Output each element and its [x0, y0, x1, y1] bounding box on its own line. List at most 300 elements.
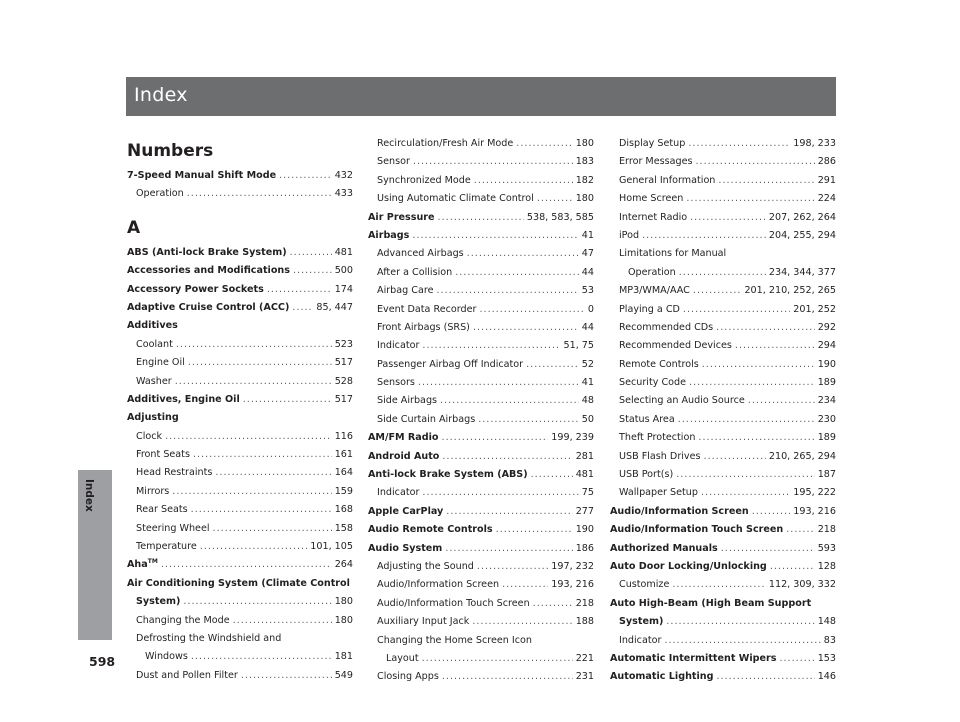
page-references[interactable]: 44	[581, 266, 594, 278]
section-heading: Numbers	[127, 141, 214, 161]
entry-label: Operation	[136, 188, 184, 200]
entry-label: USB Port(s)	[619, 469, 674, 481]
index-entry[interactable]	[368, 595, 594, 613]
page-references[interactable]: 292	[817, 321, 836, 333]
page-references[interactable]: 50	[581, 413, 594, 425]
entry-label: 7-Speed Manual Shift Mode	[127, 170, 277, 181]
dot-leader	[165, 428, 332, 446]
page-references[interactable]: 481	[334, 246, 353, 258]
dot-leader	[422, 484, 578, 502]
dot-leader	[442, 429, 549, 447]
entry-label: Android Auto	[368, 450, 440, 462]
entry-label: Defrosting the Windshield and	[136, 632, 282, 644]
page-references[interactable]: 234, 344, 377	[768, 266, 836, 278]
page-references[interactable]: 128	[817, 560, 836, 572]
entry-label: Event Data Recorder	[377, 303, 477, 315]
dot-leader	[279, 167, 332, 185]
dot-leader	[672, 576, 766, 594]
entry-label: Side Airbags	[377, 395, 438, 407]
index-entry[interactable]	[368, 392, 594, 410]
entry-label: Status Area	[619, 413, 675, 425]
index-entry[interactable]	[368, 264, 594, 282]
index-entry[interactable]	[127, 244, 353, 262]
entry-label: USB Flash Drives	[619, 450, 701, 462]
entry-label: Audio/Information Screen	[610, 505, 749, 517]
page-references[interactable]: 210, 265, 294	[768, 450, 836, 462]
entry-label: Using Automatic Climate Control	[377, 193, 534, 205]
page-references[interactable]: 51, 75	[563, 340, 594, 352]
index-entry[interactable]	[368, 374, 594, 392]
entry-label: Indicator	[377, 487, 420, 499]
page-references[interactable]: 146	[817, 671, 836, 683]
index-entry	[610, 595, 836, 613]
dot-leader	[664, 632, 820, 650]
page-references[interactable]: 187	[817, 469, 836, 481]
entry-label: Advanced Airbags	[377, 248, 464, 260]
entry-label: Synchronized Mode	[377, 174, 471, 186]
entry-label: Audio Remote Controls	[368, 524, 493, 536]
dot-leader	[467, 245, 579, 263]
entry-label: Side Curtain Airbags	[377, 413, 476, 425]
page-references[interactable]: 528	[334, 375, 353, 387]
index-entry[interactable]	[368, 190, 594, 208]
index-entry[interactable]	[610, 632, 836, 650]
page-references[interactable]: 204, 255, 294	[768, 229, 836, 241]
index-entry[interactable]	[610, 392, 836, 410]
page-references[interactable]: 44	[581, 321, 594, 333]
page-references[interactable]: 190	[575, 524, 594, 536]
index-entry[interactable]	[127, 336, 353, 354]
page-references[interactable]: 549	[334, 669, 353, 681]
page-references[interactable]: 159	[334, 485, 353, 497]
index-entry[interactable]	[610, 153, 836, 171]
entry-label: Aha™	[127, 558, 158, 571]
dot-leader	[537, 190, 573, 208]
dot-leader	[193, 446, 332, 464]
index-entry[interactable]	[368, 337, 594, 355]
side-tab-label: Index	[83, 479, 95, 512]
dot-leader	[446, 503, 572, 521]
page-references[interactable]: 83	[823, 634, 836, 646]
index-entry	[127, 317, 353, 335]
page-references[interactable]: 189	[817, 432, 836, 444]
dot-leader	[437, 282, 579, 300]
page-references[interactable]: 85, 447	[316, 301, 353, 313]
entry-label: Home Screen	[619, 193, 684, 205]
index-entry	[368, 632, 594, 650]
dot-leader	[473, 319, 579, 337]
page-references[interactable]: 112, 309, 332	[768, 579, 836, 591]
entry-label: Additives	[127, 320, 178, 332]
page-references[interactable]: 193, 216	[793, 505, 836, 517]
entry-label: Auto High-Beam (High Beam Support	[610, 597, 812, 609]
page-references[interactable]: 197, 232	[551, 560, 594, 572]
page-references[interactable]: 234	[817, 395, 836, 407]
index-entry	[127, 630, 353, 648]
index-entry[interactable]	[127, 556, 353, 574]
page-references[interactable]: 432	[334, 170, 353, 181]
index-entry[interactable]	[610, 337, 836, 355]
index-entry[interactable]	[610, 301, 836, 319]
index-entry[interactable]	[127, 648, 353, 666]
page-references[interactable]: 153	[817, 652, 836, 664]
dot-leader	[191, 648, 332, 666]
page-references[interactable]: 294	[817, 340, 836, 352]
entry-label: Front Airbags (SRS)	[377, 321, 470, 333]
page-references[interactable]: 291	[817, 174, 836, 186]
page-references[interactable]: 517	[334, 393, 353, 405]
dot-leader	[516, 135, 572, 153]
page-references[interactable]: 221	[575, 652, 594, 664]
index-entry[interactable]	[127, 391, 353, 409]
index-entry[interactable]	[368, 282, 594, 300]
index-entry[interactable]	[368, 650, 594, 668]
dot-leader	[695, 153, 814, 171]
page-references[interactable]: 201, 210, 252, 265	[744, 285, 836, 297]
dot-leader	[161, 556, 332, 574]
index-entry[interactable]	[610, 135, 836, 153]
entry-label: iPod	[619, 229, 640, 241]
page-references[interactable]: 174	[334, 283, 353, 295]
entry-label: Air Pressure	[368, 211, 435, 223]
dot-leader	[686, 190, 814, 208]
page-references[interactable]: 180	[575, 193, 594, 205]
page-references[interactable]: 41	[581, 229, 594, 241]
index-entry[interactable]	[127, 538, 353, 556]
index-entry[interactable]	[368, 227, 594, 245]
index-entry[interactable]	[368, 356, 594, 374]
page-references[interactable]: 183	[575, 156, 594, 168]
dot-leader	[666, 613, 814, 631]
dot-leader	[683, 301, 790, 319]
dot-leader	[233, 612, 332, 630]
page-references[interactable]: 207, 262, 264	[768, 211, 836, 223]
index-entry[interactable]	[368, 576, 594, 594]
index-entry[interactable]	[610, 484, 836, 502]
index-entry[interactable]	[127, 373, 353, 391]
index-entry	[610, 245, 836, 263]
entry-label: Engine Oil	[136, 357, 185, 369]
entry-label: Auto Door Locking/Unlocking	[610, 560, 767, 572]
dot-leader	[496, 521, 573, 539]
dot-leader	[438, 209, 524, 227]
entry-label: Washer	[136, 375, 172, 387]
index-entry[interactable]	[127, 483, 353, 501]
dot-leader	[422, 650, 573, 668]
dot-leader	[786, 521, 814, 539]
dot-leader	[716, 319, 815, 337]
index-entry[interactable]	[368, 245, 594, 263]
entry-label: Steering Wheel	[136, 522, 210, 534]
page-references[interactable]: 148	[817, 616, 836, 628]
page-references[interactable]: 193, 216	[551, 579, 594, 591]
index-entry[interactable]	[127, 262, 353, 280]
page-references[interactable]: 517	[334, 357, 353, 369]
entry-label: System)	[136, 596, 181, 608]
index-entry[interactable]	[368, 466, 594, 484]
dot-leader	[200, 538, 307, 556]
entry-label: Accessories and Modifications	[127, 265, 290, 277]
entry-label: Authorized Manuals	[610, 542, 718, 554]
index-entry[interactable]	[610, 172, 836, 190]
entry-label: Indicator	[377, 340, 420, 352]
dot-leader	[690, 209, 766, 227]
dot-leader	[735, 337, 815, 355]
index-entry[interactable]	[127, 612, 353, 630]
page-references[interactable]: 186	[575, 542, 594, 554]
index-entry[interactable]	[610, 429, 836, 447]
entry-label: Closing Apps	[377, 671, 439, 683]
index-entry[interactable]	[368, 668, 594, 686]
index-entry[interactable]	[127, 185, 353, 203]
index-entry[interactable]	[127, 520, 353, 538]
dot-leader	[716, 668, 814, 686]
index-entry[interactable]	[610, 319, 836, 337]
page-references[interactable]: 180	[334, 596, 353, 608]
index-entry[interactable]	[127, 667, 353, 685]
entry-label: Sensors	[377, 377, 415, 389]
entry-label: Automatic Intermittent Wipers	[610, 652, 777, 664]
dot-leader	[531, 466, 573, 484]
page-references[interactable]: 224	[817, 193, 836, 205]
entry-label: Dust and Pollen Filter	[136, 669, 238, 681]
index-entry[interactable]	[610, 190, 836, 208]
page-references[interactable]: 52	[581, 358, 594, 370]
dot-leader	[172, 483, 331, 501]
dot-leader	[689, 374, 815, 392]
index-entry[interactable]	[610, 374, 836, 392]
entry-label: Auxiliary Input Jack	[377, 616, 470, 628]
entry-label: Layout	[386, 652, 419, 664]
page-references[interactable]: 500	[334, 265, 353, 277]
dot-leader	[479, 301, 584, 319]
index-entry[interactable]	[127, 501, 353, 519]
index-entry[interactable]	[610, 466, 836, 484]
index-entry[interactable]	[127, 428, 353, 446]
entry-label: Error Messages	[619, 156, 693, 168]
index-entry[interactable]	[610, 227, 836, 245]
page-references[interactable]: 286	[817, 156, 836, 168]
page-references[interactable]: 41	[581, 377, 594, 389]
dot-leader	[241, 667, 332, 685]
dot-leader	[676, 466, 814, 484]
entry-label: Audio/Information Screen	[377, 579, 500, 591]
page-references[interactable]: 53	[581, 285, 594, 297]
entry-label: After a Collision	[377, 266, 453, 278]
index-entry[interactable]	[610, 282, 836, 300]
entry-label: Changing the Mode	[136, 614, 230, 626]
index-entry[interactable]	[610, 540, 836, 558]
page-references[interactable]: 281	[575, 450, 594, 462]
index-entry[interactable]	[368, 411, 594, 429]
dot-leader	[502, 576, 548, 594]
dot-leader	[213, 520, 332, 538]
index-entry[interactable]	[368, 209, 594, 227]
entry-label: Limitations for Manual	[619, 248, 727, 260]
dot-leader	[175, 373, 332, 391]
index-entry[interactable]	[610, 264, 836, 282]
index-entry[interactable]	[368, 540, 594, 558]
page-references[interactable]: 189	[817, 377, 836, 389]
page-references[interactable]: 182	[575, 174, 594, 186]
entry-label: Anti-lock Brake System (ABS)	[368, 469, 528, 481]
index-entry[interactable]	[368, 301, 594, 319]
header-bar	[126, 77, 836, 116]
entry-label: Display Setup	[619, 138, 686, 149]
dot-leader	[752, 503, 791, 521]
index-column-3	[610, 135, 836, 687]
page-references[interactable]: 158	[334, 522, 353, 534]
entry-label: Indicator	[619, 634, 662, 646]
index-entry[interactable]	[610, 521, 836, 539]
dot-leader	[455, 264, 579, 282]
page-references[interactable]: 264	[334, 559, 353, 571]
index-entry[interactable]	[368, 521, 594, 539]
entry-label: Rear Seats	[136, 504, 188, 516]
entry-label: Mirrors	[136, 485, 170, 497]
dot-leader	[770, 558, 815, 576]
dot-leader	[215, 464, 331, 482]
page-references[interactable]: 168	[334, 504, 353, 516]
index-entry[interactable]	[127, 464, 353, 482]
index-entry[interactable]	[610, 448, 836, 466]
entry-label: Recommended Devices	[619, 340, 732, 352]
dot-leader	[422, 337, 560, 355]
index-entry[interactable]	[368, 558, 594, 576]
entry-label: Theft Protection	[619, 432, 696, 444]
page-title: Index	[134, 84, 188, 106]
index-entry[interactable]	[127, 446, 353, 464]
page-references[interactable]: 116	[334, 430, 353, 442]
dot-leader	[191, 501, 332, 519]
dot-leader	[748, 392, 815, 410]
entry-label: Apple CarPlay	[368, 505, 444, 517]
page-references[interactable]: 195, 222	[793, 487, 836, 499]
index-entry[interactable]	[610, 558, 836, 576]
page-references[interactable]: 188	[575, 616, 594, 628]
page-references[interactable]: 101, 105	[310, 541, 353, 553]
index-entry[interactable]	[610, 613, 836, 631]
page-references[interactable]: 201, 252	[793, 303, 836, 315]
page-references[interactable]: 198, 233	[793, 138, 836, 149]
index-entry[interactable]	[127, 281, 353, 299]
page-references[interactable]: 0	[587, 303, 594, 315]
index-entry	[127, 409, 353, 427]
page-references[interactable]: 218	[575, 597, 594, 609]
dot-leader	[779, 650, 814, 668]
entry-label: Operation	[628, 266, 676, 278]
page-references[interactable]: 277	[575, 505, 594, 517]
index-entry[interactable]	[610, 668, 836, 686]
dot-leader	[477, 558, 548, 576]
entry-label: Remote Controls	[619, 358, 699, 370]
dot-leader	[698, 429, 814, 447]
page-references[interactable]: 199, 239	[551, 432, 594, 444]
index-entry[interactable]	[127, 593, 353, 611]
index-entry[interactable]	[610, 356, 836, 374]
entry-label: Sensor	[377, 156, 410, 168]
index-entry[interactable]	[610, 650, 836, 668]
page-references[interactable]: 538, 583, 585	[526, 211, 594, 223]
dot-leader	[472, 613, 572, 631]
page-references[interactable]: 593	[817, 542, 836, 554]
index-entry[interactable]	[610, 209, 836, 227]
dot-leader	[440, 392, 579, 410]
entry-label: System)	[619, 616, 664, 628]
entry-label: AM/FM Radio	[368, 432, 439, 444]
dot-leader	[679, 264, 766, 282]
page-references[interactable]: 47	[581, 248, 594, 260]
page-references[interactable]: 161	[334, 449, 353, 461]
index-entry[interactable]	[368, 484, 594, 502]
dot-leader	[187, 185, 332, 203]
index-entry[interactable]	[368, 613, 594, 631]
trademark-mark: TM	[147, 558, 158, 566]
page-references[interactable]: 180	[334, 614, 353, 626]
page-references[interactable]: 181	[334, 651, 353, 663]
entry-label: MP3/WMA/AAC	[619, 285, 690, 297]
index-entry[interactable]	[368, 319, 594, 337]
index-entry[interactable]	[368, 448, 594, 466]
dot-leader	[292, 299, 313, 317]
page-references[interactable]: 523	[334, 338, 353, 350]
entry-label: Adjusting the Sound	[377, 560, 474, 572]
page-references[interactable]: 230	[817, 413, 836, 425]
dot-leader	[474, 172, 573, 190]
index-entry	[127, 575, 353, 593]
index-entry[interactable]	[610, 411, 836, 429]
page-references[interactable]: 164	[334, 467, 353, 479]
index-column-1	[127, 140, 353, 685]
entry-label: Accessory Power Sockets	[127, 283, 264, 295]
index-entry[interactable]	[610, 576, 836, 594]
entry-label: Selecting an Audio Source	[619, 395, 745, 407]
entry-label: General Information	[619, 174, 716, 186]
entry-label: Front Seats	[136, 449, 190, 461]
page-references[interactable]: 218	[817, 524, 836, 536]
index-entry[interactable]	[368, 429, 594, 447]
dot-leader	[701, 484, 790, 502]
page-references[interactable]: 75	[581, 487, 594, 499]
dot-leader	[445, 540, 572, 558]
index-entry[interactable]	[368, 153, 594, 171]
entry-label: Changing the Home Screen Icon	[377, 634, 532, 646]
entry-label: Temperature	[136, 541, 197, 553]
index-entry[interactable]	[127, 299, 353, 317]
page-references[interactable]: 433	[334, 188, 353, 200]
page-references[interactable]: 481	[575, 469, 594, 481]
page-references[interactable]: 48	[581, 395, 594, 407]
entry-label: Internet Radio	[619, 211, 688, 223]
index-entry[interactable]	[127, 354, 353, 372]
page-references[interactable]: 190	[817, 358, 836, 370]
page-references[interactable]: 180	[575, 138, 594, 149]
entry-label: Security Code	[619, 377, 687, 389]
index-entry[interactable]	[368, 503, 594, 521]
dot-leader	[442, 448, 572, 466]
index-entry[interactable]	[368, 172, 594, 190]
entry-label: Additives, Engine Oil	[127, 393, 240, 405]
entry-label: Audio/Information Touch Screen	[610, 524, 784, 536]
index-entry[interactable]	[368, 135, 594, 153]
index-entry[interactable]	[610, 503, 836, 521]
index-entry[interactable]	[127, 167, 353, 185]
entry-label: Adjusting	[127, 412, 179, 424]
dot-leader	[412, 227, 578, 245]
page-references[interactable]: 231	[575, 671, 594, 683]
dot-leader	[693, 282, 742, 300]
dot-leader	[533, 595, 573, 613]
